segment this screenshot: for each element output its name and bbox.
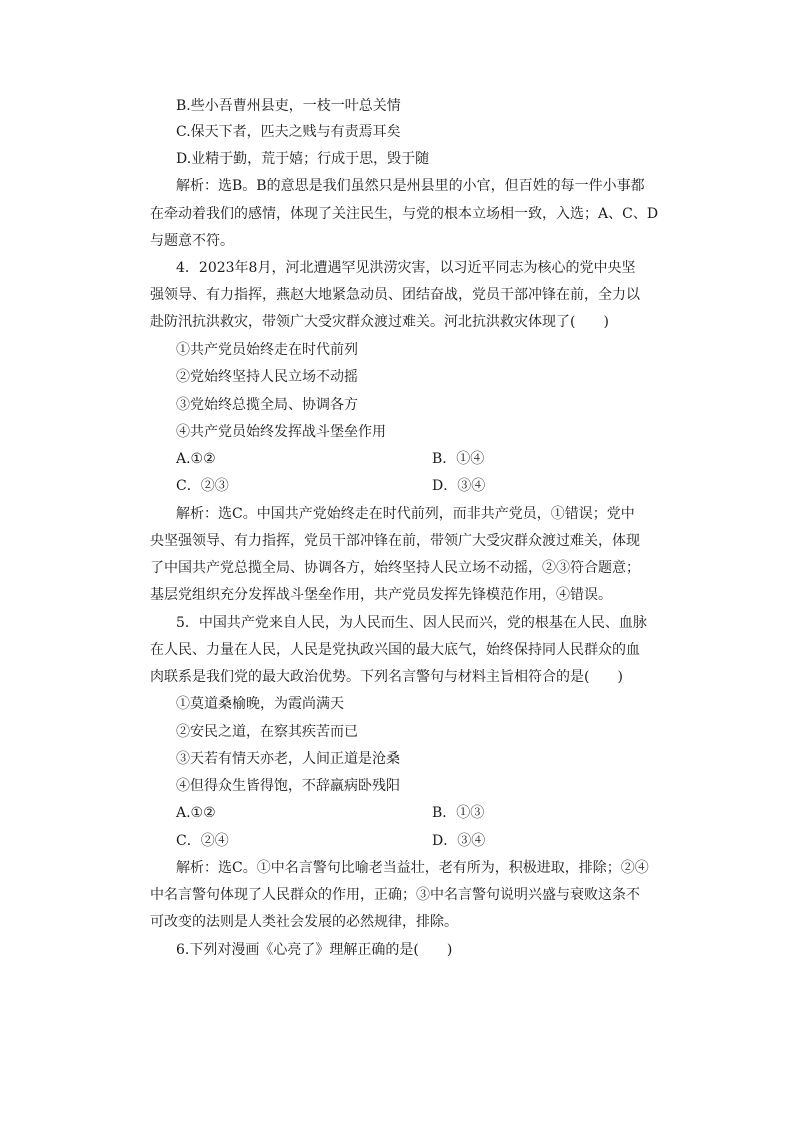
q4-stem-line-1: 4．2023年8月，河北遭遇罕见洪涝灾害，以习近平同志为核心的党中央坚 <box>176 260 636 276</box>
q5-item-4: ④但得众生皆得饱，不辞羸病卧残阳 <box>176 778 400 794</box>
q5-stem-line-1: 5．中国共产党来自人民，为人民而生、因人民而兴，党的根基在人民、血脉 <box>176 615 647 631</box>
q6-stem: 6.下列对漫画《心亮了》理解正确的是( ) <box>176 942 453 958</box>
q4-item-4: ④共产党员始终发挥战斗堡垒作用 <box>176 424 386 440</box>
q5-option-b: B．①③ <box>432 805 485 821</box>
q4-item-1: ①共产党员始终走在时代前列 <box>176 342 358 358</box>
q4-option-b: B．①④ <box>432 451 485 467</box>
q5-analysis-line-3: 可改变的法则是人类社会发展的必然规律，排除。 <box>150 914 458 930</box>
q4-item-2: ②党始终坚持人民立场不动摇 <box>176 369 358 385</box>
q3-option-b: B.些小吾曹州县吏，一枝一叶总关情 <box>176 98 401 114</box>
q5-option-a: A.①② <box>176 805 216 821</box>
q4-analysis-line-1: 解析：选C。中国共产党始终走在时代前列，而非共产党员，①错误；党中 <box>176 506 635 522</box>
q5-analysis-line-1: 解析：选C。①中名言警句比喻老当益壮，老有所为，积极进取，排除；②④ <box>176 860 649 876</box>
q4-option-a: A.①② <box>176 451 216 467</box>
q3-analysis-line-3: 与题意不符。 <box>150 233 234 249</box>
q4-analysis-line-2: 央坚强领导、有力指挥，党员干部冲锋在前，带领广大受灾群众渡过难关，体现 <box>150 533 640 549</box>
q5-stem-line-2: 在人民、力量在人民，人民是党执政兴国的最大底气，始终保持同人民群众的血 <box>150 642 640 658</box>
q5-item-1: ①莫道桑榆晚，为霞尚满天 <box>176 696 344 712</box>
q4-option-d: D．③④ <box>432 478 486 494</box>
q3-analysis-line-2: 在牵动着我们的感情，体现了关注民生，与党的根本立场相一致，入选；A、C、D <box>150 206 659 222</box>
q4-item-3: ③党始终总揽全局、协调各方 <box>176 397 358 413</box>
q5-item-3: ③天若有情天亦老，人间正道是沧桑 <box>176 751 400 767</box>
q3-option-d: D.业精于勤，荒于嬉；行成于思，毁于随 <box>176 151 430 167</box>
q5-stem-line-3: 肉联系是我们党的最大政治优势。下列名言警句与材料主旨相符合的是( ) <box>150 669 623 685</box>
q4-analysis-line-3: 了中国共产党总揽全局、协调各方，始终坚持人民立场不动摇，②③符合题意； <box>150 560 640 576</box>
q4-analysis-line-4: 基层党组织充分发挥战斗堡垒作用，共产党员发挥先锋模范作用，④错误。 <box>150 587 612 603</box>
q5-option-d: D．③④ <box>432 833 486 849</box>
q5-item-2: ②安民之道，在察其疾苦而已 <box>176 724 358 740</box>
q3-option-c: C.保天下者，匹夫之贱与有责焉耳矣 <box>176 124 401 140</box>
q5-option-c: C．②④ <box>176 833 229 849</box>
q4-stem-line-2: 强领导、有力指挥，燕赵大地紧急动员、团结奋战，党员干部冲锋在前，全力以 <box>150 287 640 303</box>
q4-stem-line-3: 赴防汛抗洪救灾，带领广大受灾群众渡过难关。河北抗洪救灾体现了( ) <box>150 314 609 330</box>
q4-option-c: C．②③ <box>176 478 229 494</box>
q3-analysis-line-1: 解析：选B。B的意思是我们虽然只是州县里的小官，但百姓的每一件小事都 <box>176 178 645 194</box>
q5-analysis-line-2: 中名言警句体现了人民群众的作用，正确；③中名言警句说明兴盛与衰败这条不 <box>150 887 640 903</box>
